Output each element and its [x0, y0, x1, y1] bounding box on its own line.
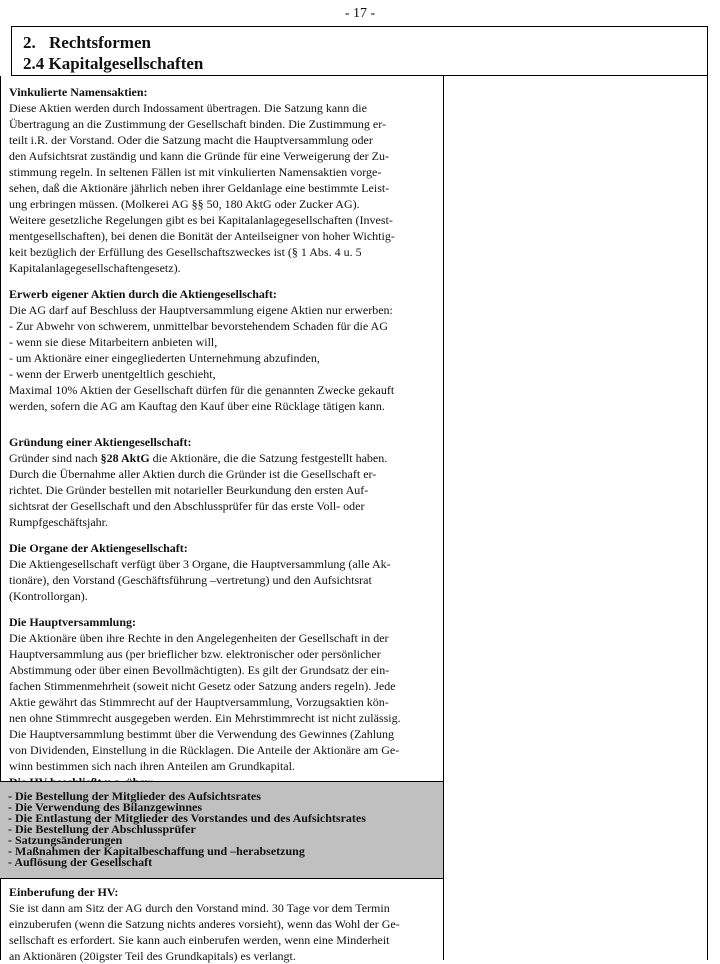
- section-gruendung: [9, 434, 443, 530]
- text-fragment: Gründer sind nach: [9, 451, 101, 465]
- section-body: [9, 302, 443, 414]
- text-line: an Aktionären (20igster Teil des Grundkapitals) es verlangt.: [9, 949, 296, 963]
- text-line: Abstimmung oder über einen Bevollmächtigten). Es gilt der Grundsatz der ein-: [9, 663, 390, 677]
- text-line: Die AG darf auf Beschluss der Hauptversammlung eigene Aktien nur erwerben:: [9, 303, 393, 317]
- section-organe: [9, 540, 443, 604]
- text-line: winn bestimmen sich nach ihren Anteilen am Grundkapital.: [9, 759, 295, 773]
- section-namensaktien: [9, 84, 443, 276]
- list-item: - Die Verwendung des Bilanzgewinnes: [8, 800, 203, 814]
- text-line: Aktie gewährt das Stimmrecht auf der Hauptversammlung, Vorzugsaktien kön-: [9, 695, 389, 709]
- page-number: - 17 -: [344, 6, 376, 21]
- section-heading: Erwerb eigener Aktien durch die Aktiengesellschaft:: [9, 287, 277, 301]
- text-line: einzuberufen (wenn die Satzung nichts anderes vorsieht), wenn das Wohl der Ge-: [9, 917, 400, 931]
- section-heading: Vinkulierte Namensaktien:: [9, 85, 148, 99]
- chapter-number: 2.: [23, 33, 36, 52]
- list-item: - Die Bestellung der Mitglieder des Aufsichtsrates: [8, 789, 261, 803]
- text-line: (Kontrollorgan).: [9, 589, 88, 603]
- text-line: sellschaft es erfordert. Sie kann auch einberufen werden, wenn eine Minderheit: [9, 933, 390, 947]
- main-text-column: [9, 84, 443, 790]
- chapter-title: [23, 32, 707, 53]
- list-item: - wenn der Erwerb unentgeltlich geschieht,: [9, 367, 216, 381]
- section-einberufung: [9, 884, 443, 964]
- text-line: [9, 450, 443, 466]
- section-heading: Die Hauptversammlung:: [9, 615, 136, 629]
- section-body: [9, 556, 443, 604]
- text-line: fachen Stimmenmehrheit (soweit nicht Gesetz oder Satzung anders regeln). Jede: [9, 679, 396, 693]
- section-hauptversammlung: [9, 614, 443, 790]
- text-line: Die Aktionäre üben ihre Rechte in den Angelegenheiten der Gesellschaft in der: [9, 631, 389, 645]
- chapter-title-text: Rechtsformen: [49, 33, 151, 52]
- law-reference: §28 AktG: [100, 451, 150, 465]
- section-erwerb-eigener-aktien: [9, 286, 443, 414]
- text-line: nen ohne Stimmrecht ausgegeben werden. Ein Mehrstimmrecht ist nicht zulässig.: [9, 711, 401, 725]
- text-line: Kapitalanlagegesellschaftengesetz).: [9, 261, 181, 275]
- frame-margin-divider: [443, 76, 444, 960]
- section-body: [9, 450, 443, 530]
- list-item: - Auflösung der Gesellschaft: [8, 855, 153, 869]
- list-item: - wenn sie diese Mitarbeitern anbieten will,: [9, 335, 218, 349]
- text-line: stimmung regeln. In seltenen Fällen ist mit vinkulierten Namensaktien vorge-: [9, 165, 382, 179]
- text-line: teilt i.R. der Vorstand. Oder die Satzung macht die Hauptversammlung oder: [9, 133, 373, 147]
- text-line: von Dividenden, Einstellung in die Rücklagen. Die Anteile der Aktionäre am Ge-: [9, 743, 400, 757]
- list-item: - Zur Abwehr von schwerem, unmittelbar bevorstehendem Schaden für die AG: [9, 319, 388, 333]
- list-item: - um Aktionäre einer eingegliederten Unternehmung abzufinden,: [9, 351, 320, 365]
- list-item: - Satzungsänderungen: [8, 833, 123, 847]
- list-item: - Maßnahmen der Kapitalbeschaffung und –herabsetzung: [8, 844, 305, 858]
- text-line: Weitere gesetzliche Regelungen gibt es bei Kapitalanlagegesellschaften (Invest-: [9, 213, 393, 227]
- text-fragment: die Aktionäre, die die Satzung festgestellt haben.: [149, 451, 388, 465]
- text-line: Diese Aktien werden durch Indossament übertragen. Die Satzung kann die: [9, 101, 367, 115]
- text-line: keit bezüglich der Erfüllung des Gesellschaftszweckes ist (§ 1 Abs. 4 u. 5: [9, 245, 362, 259]
- text-line: Sie ist dann am Sitz der AG durch den Vorstand mind. 30 Tage vor dem Termin: [9, 901, 390, 915]
- section-body: [9, 100, 443, 276]
- text-line: Hauptversammlung aus (per brieflicher bzw. elektronischer oder persönlicher: [9, 647, 381, 661]
- frame-right-border: [707, 76, 708, 960]
- text-line: sichtsrat der Gesellschaft und den Abschlussprüfer für das erste Voll- oder: [9, 499, 365, 513]
- text-line: Übertragung an die Zustimmung der Gesellschaft binden. Die Zustimmung er-: [9, 117, 386, 131]
- text-line: werden, sofern die AG am Kauftag den Kauf über eine Rücklage tätigen kann.: [9, 399, 385, 413]
- text-line: ung erbringen müssen. (Molkerei AG §§ 50, 180 AktG oder Zucker AG).: [9, 197, 360, 211]
- chapter-header: [11, 26, 708, 76]
- section-heading: Die Organe der Aktiengesellschaft:: [9, 541, 188, 555]
- chapter-subtitle: 2.4 Kapitalgesellschaften: [23, 54, 204, 73]
- text-line: mentgesellschaften), bei denen die Bonität der Anteilseigner von hoher Wichtig-: [9, 229, 395, 243]
- list-item: - Die Bestellung der Abschlussprüfer: [8, 822, 196, 836]
- section-body: [9, 630, 443, 774]
- text-line: Die Hauptversammlung bestimmt über die Verwendung des Gewinnes (Zahlung: [9, 727, 395, 741]
- text-line: Rumpfgeschäftsjahr.: [9, 515, 108, 529]
- text-line: richtet. Die Gründer bestellen mit notarieller Beurkundung den ersten Auf-: [9, 483, 369, 497]
- text-line: Durch die Übernahme aller Aktien durch die Gründer ist die Gesellschaft er-: [9, 467, 377, 481]
- text-line: sehen, daß die Aktionäre jährlich neben ihrer Geldanlage eine bestimmte Leist-: [9, 181, 390, 195]
- text-line: Die Aktiengesellschaft verfügt über 3 Organe, die Hauptversammlung (alle Ak-: [9, 557, 391, 571]
- text-line: tionäre), den Vorstand (Geschäftsführung –vertretung) und den Aufsichtsrat: [9, 573, 372, 587]
- section-heading: Einberufung der HV:: [9, 885, 119, 899]
- text-line: Maximal 10% Aktien der Gesellschaft dürfen für die genannten Zwecke gekauft: [9, 383, 395, 397]
- hv-decisions-box: [0, 781, 443, 879]
- list-item: - Die Entlastung der Mitglieder des Vorstandes und des Aufsichtsrates: [8, 811, 366, 825]
- section-heading: Gründung einer Aktiengesellschaft:: [9, 435, 192, 449]
- text-line: den Aufsichtsrat zuständig und kann die Gründe für eine Verweigerung der Zu-: [9, 149, 389, 163]
